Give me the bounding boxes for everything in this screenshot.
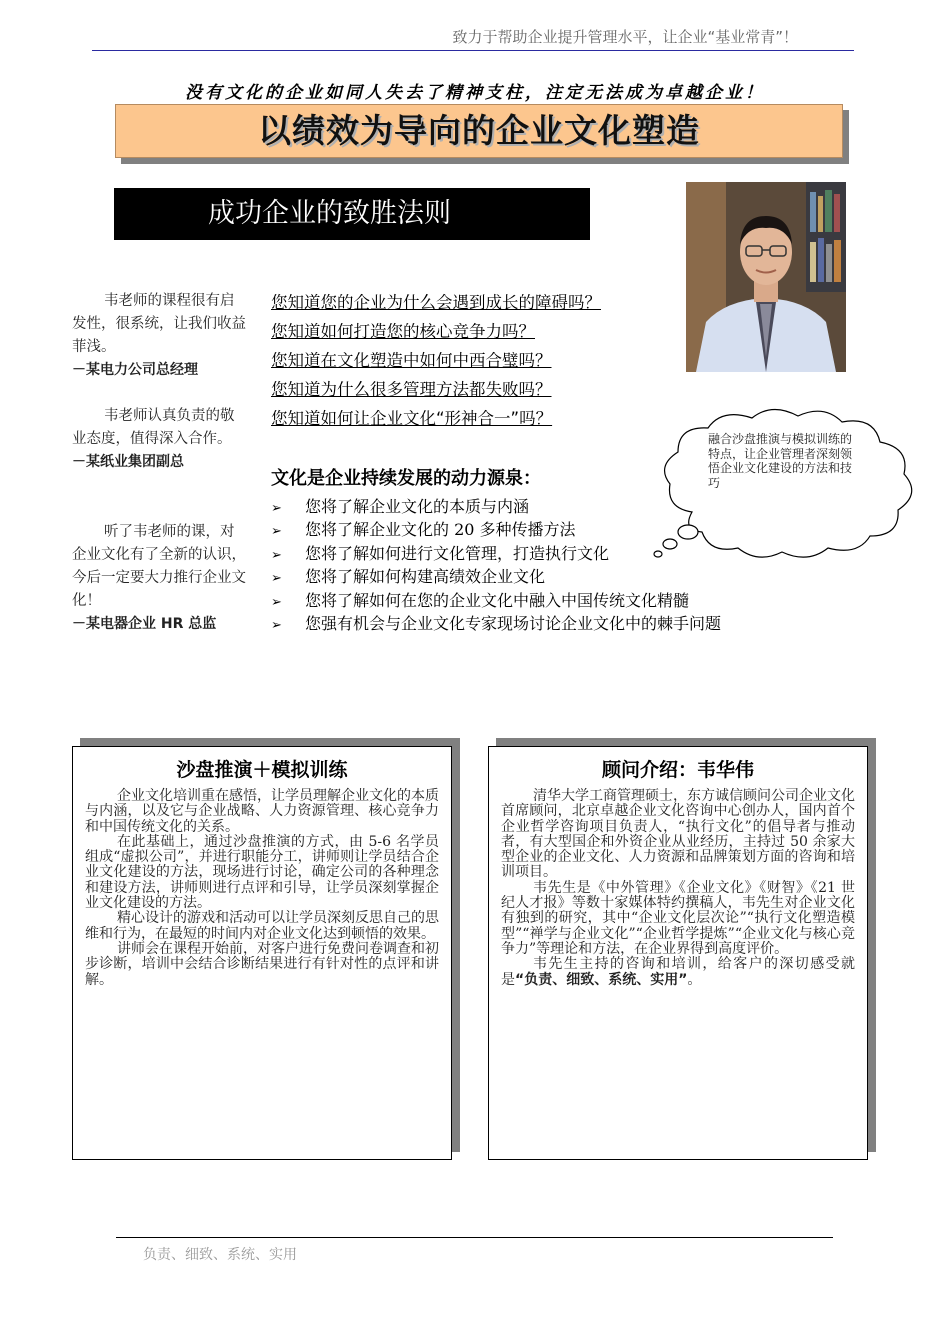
question-list [271, 288, 601, 433]
paragraph: 企业文化培训重在感悟，让学员理解企业文化的本质与内涵，以及它与企业战略、人力资源管理、核心竞争力和中国传统文化的关系。 [85, 788, 439, 835]
panel-title: 顾问介绍：韦华伟 [601, 759, 754, 781]
arrow-bullet-icon: ➢ [271, 524, 282, 540]
panel-title: 沙盘推演＋模拟训练 [176, 759, 348, 781]
paragraph: 清华大学工商管理硕士，东方诚信顾问公司企业文化首席顾问，北京卓越企业文化咨询中心创办人，国内首个企业哲学咨询项目负责人，“执行文化”的倡导者与推动者，有大型国企和外资企业从业经历，主持过 50 余家大型企业的企业文化、人力资源和品牌策划方面的咨询和培训项目。 [501, 788, 855, 881]
question-item: 您知道如何让企业文化“形神合一”吗？ [271, 409, 553, 428]
portrait-image [686, 182, 846, 372]
subtitle: 成功企业的致胜法则 [208, 198, 451, 229]
panel-consultant-intro [488, 746, 868, 1160]
benefits-title: 文化是企业持续发展的动力源泉： [271, 468, 541, 489]
benefit-list [271, 496, 721, 636]
emphasis-text: “负责、细致、系统、实用” [515, 971, 688, 988]
testimonial-quote: 韦老师的课程很有启发性，很系统，让我们收益菲浅。 [72, 293, 246, 355]
testimonial-3 [72, 521, 248, 636]
header-slogan: 致力于帮助企业提升管理水平，让企业“基业常青”！ [452, 28, 798, 46]
arrow-bullet-icon: ➢ [271, 547, 282, 563]
header-rule [92, 50, 854, 51]
motto: 没有文化的企业如同人失去了精神支柱，注定无法成为卓越企业！ [185, 83, 765, 103]
panel-body [85, 789, 439, 988]
benefit-item: ➢ 您强有机会与企业文化专家现场讨论企业文化中的棘手问题 [271, 613, 721, 636]
question-item: 您知道在文化塑造中如何中西合璧吗？ [271, 351, 552, 370]
paragraph: 韦先生是《中外管理》《企业文化》《财智》《21 世纪人才报》等数十家媒体特约撰稿人，韦先生对企业文化有独到的研究，其中“企业文化层次论”“执行文化塑造模型”“禅学与企业文化”“企业哲学提炼”“企业文化与核心竞争力”等理论和方法，在企业界得到高度评价。 [501, 879, 855, 957]
testimonial-quote: 听了韦老师的课，对企业文化有了全新的认识，今后一定要大力推行企业文化！ [72, 524, 246, 609]
benefit-item: ➢ 您将了解如何在您的企业文化中融入中国传统文化精髓 [271, 590, 721, 613]
benefit-item: ➢ 您将了解如何进行文化管理，打造执行文化 [271, 543, 721, 566]
title-banner [115, 104, 843, 158]
benefit-item: ➢ 您将了解如何构建高绩效企业文化 [271, 566, 721, 589]
page-title: 以绩效为导向的企业文化塑造 [258, 111, 700, 150]
benefit-item: ➢ 您将了解企业文化的本质与内涵 [271, 496, 721, 519]
panel-body [501, 789, 855, 988]
testimonial-2 [72, 405, 248, 474]
cloud-note: 融合沙盘推演与模拟训练的特点，让企业管理者深刻领悟企业文化建设的方法和技巧 [708, 432, 853, 490]
footer-rule [116, 1237, 833, 1238]
question-item: 您知道为什么很多管理方法都失败吗？ [271, 380, 552, 399]
paragraph: 在此基础上，通过沙盘推演的方式，由 5-6 名学员组成“虚拟公司”，并进行职能分工，讲师则让学员结合企业文化建设的方法，现场进行讨论，确定公司的各种理念和建设方法，讲师则进行点评和引导，让学员深刻掌握企业文化建设的方法。 [85, 833, 439, 912]
testimonial-quote: 韦老师认真负责的敬业态度，值得深入合作。 [72, 408, 235, 447]
question-item: 您知道您的企业为什么会遇到成长的障碍吗？ [271, 293, 601, 312]
footer-text: 负责、细致、系统、实用 [143, 1247, 297, 1263]
testimonial-author: －某纸业集团副总 [72, 454, 184, 470]
arrow-bullet-icon: ➢ [271, 594, 282, 610]
subtitle-bar [114, 188, 590, 240]
arrow-bullet-icon: ➢ [271, 571, 282, 587]
panel-sandbox-training [72, 746, 452, 1160]
question-item: 您知道如何打造您的核心竞争力吗？ [271, 322, 535, 341]
testimonial-1 [72, 290, 248, 382]
paragraph: 讲师会在课程开始前，对客户进行免费问卷调查和初步诊断，培训中会结合诊断结果进行有针对性的点评和讲解。 [85, 940, 439, 988]
benefit-item: ➢ 您将了解企业文化的 20 多种传播方法 [271, 519, 721, 542]
arrow-bullet-icon: ➢ [271, 501, 282, 516]
testimonial-author: －某电力公司总经理 [72, 362, 198, 378]
paragraph: 韦先生主持的咨询和培训，给客户的深切感受就是“负责、细致、系统、实用”。 [501, 956, 855, 988]
consultant-photo [686, 182, 846, 372]
testimonial-author: －某电器企业 HR 总监 [72, 616, 217, 632]
paragraph: 精心设计的游戏和活动可以让学员深刻反思自己的思维和行为，在最短的时间内对企业文化达到顿悟的效果。 [85, 910, 439, 942]
arrow-bullet-icon: ➢ [271, 618, 282, 634]
